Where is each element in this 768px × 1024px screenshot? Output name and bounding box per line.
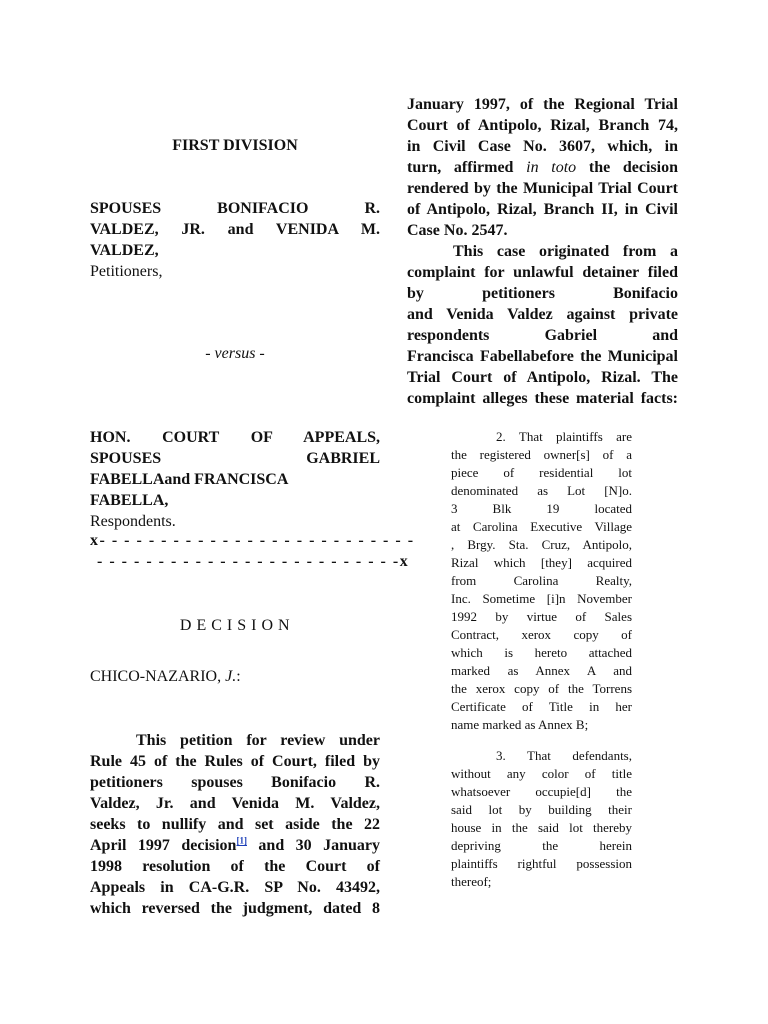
quote-line-5: 3 Blk 19 located: [451, 501, 632, 516]
decision-title: D E C I S I O N: [179, 617, 291, 634]
body-right-line-7: Case No. 2547.: [407, 222, 508, 239]
quote-line-12: Contract, xerox copy of: [451, 627, 632, 642]
body-left-line-3: petitioners spouses Bonifacio R.: [90, 774, 380, 791]
body-left-line-6: April 1997 decision[1] and 30 January: [90, 835, 381, 854]
body-right-line-2: Court of Antipolo, Rizal, Branch 74,: [407, 117, 678, 134]
body-left-line-1: This petition for review under: [136, 732, 380, 749]
quote-line-6: at Carolina Executive Village: [451, 519, 632, 534]
body-right-line-14: Trial Court of Antipolo, Rizal. The: [407, 369, 678, 386]
respondents-line-3: FABELLAand FRANCISCA: [90, 471, 289, 488]
quote-line-2: the registered owner[s] of a: [451, 447, 632, 462]
quote-line-25: thereof;: [451, 874, 492, 889]
body-right-line-8: This case originated from a: [453, 243, 678, 260]
body-right-line-5: rendered by the Municipal Trial Court: [407, 180, 678, 197]
petitioners-line-3: VALDEZ,: [90, 242, 159, 259]
body-left-line-9: which reversed the judgment, dated 8: [90, 900, 380, 917]
versus-label: - versus -: [205, 345, 265, 362]
body-right-line-6: of Antipolo, Rizal, Branch II, in Civil: [407, 201, 678, 218]
quote-line-14: marked as Annex A and: [451, 663, 632, 678]
respondents-line-1: HON. COURT OF APPEALS,: [90, 429, 381, 446]
body-left-line-7: 1998 resolution of the Court of: [90, 858, 380, 875]
respondents-role: Respondents.: [90, 513, 176, 530]
body-right-line-9: complaint for unlawful detainer filed: [407, 264, 678, 281]
caption-separator-1: x- - - - - - - - - - - - - - - - - - - - - - - - - -: [90, 532, 415, 549]
quote-line-20: whatsoever occupie[d] the: [451, 784, 632, 799]
petitioners-line-1: SPOUSES BONIFACIO R.: [90, 200, 380, 217]
ponente-line: CHICO-NAZARIO, J.:: [90, 668, 241, 685]
quote-line-8: Rizal which [they] acquired: [451, 555, 632, 570]
petitioners-role: Petitioners,: [90, 263, 163, 280]
body-left-line-5: seeks to nullify and set aside the 22: [90, 816, 380, 833]
quote-line-11: 1992 by virtue of Sales: [451, 609, 632, 624]
body-right-line-11: and Venida Valdez against private: [407, 306, 678, 323]
respondents-line-4: FABELLA,: [90, 492, 169, 509]
body-right-line-1: January 1997, of the Regional Trial: [407, 96, 678, 113]
quote-line-15: the xerox copy of the Torrens: [451, 681, 632, 696]
quote-line-18: 3. That defendants,: [496, 748, 632, 763]
respondents-line-2: SPOUSES GABRIEL: [90, 450, 380, 467]
body-left-line-4: Valdez, Jr. and Venida M. Valdez,: [90, 795, 380, 812]
body-right-line-4: turn, affirmed in toto the decision: [407, 159, 678, 176]
quote-line-10: Inc. Sometime [i]n November: [451, 591, 632, 606]
body-right-line-15: complaint alleges these material facts:: [407, 390, 678, 407]
quote-line-9: from Carolina Realty,: [451, 573, 632, 588]
quote-line-1: 2. That plaintiffs are: [496, 429, 632, 444]
caption-separator-2: - - - - - - - - - - - - - - - - - - - - - - - - -x: [97, 553, 410, 570]
quote-line-22: house in the said lot thereby: [451, 820, 632, 835]
body-right-line-10: by petitioners Bonifacio: [407, 285, 678, 302]
quote-line-4: denominated as Lot [N]o.: [451, 483, 632, 498]
quote-line-17: name marked as Annex B;: [451, 717, 589, 732]
petitioners-line-2: VALDEZ, JR. and VENIDA M.: [90, 221, 381, 238]
body-left-line-2: Rule 45 of the Rules of Court, filed by: [90, 753, 380, 770]
division-heading: FIRST DIVISION: [172, 137, 298, 154]
quote-line-23: depriving the herein: [451, 838, 632, 853]
quote-line-3: piece of residential lot: [451, 465, 632, 480]
body-right-line-3: in Civil Case No. 3607, which, in: [407, 138, 678, 155]
quote-line-19: without any color of title: [451, 766, 632, 781]
quote-line-24: plaintiffs rightful possession: [451, 856, 632, 871]
body-right-line-13: Francisca Fabellabefore the Municipal: [407, 348, 678, 365]
quote-line-7: , Brgy. Sta. Cruz, Antipolo,: [451, 537, 632, 552]
body-left-line-8: Appeals in CA-G.R. SP No. 43492,: [90, 879, 380, 896]
quote-line-21: said lot by building their: [451, 802, 632, 817]
quote-line-16: Certificate of Title in her: [451, 699, 632, 714]
quote-line-13: which is hereto attached: [451, 645, 632, 660]
body-right-line-12: respondents Gabriel and: [407, 327, 678, 344]
footnote-link-1[interactable]: [1]: [236, 835, 247, 846]
